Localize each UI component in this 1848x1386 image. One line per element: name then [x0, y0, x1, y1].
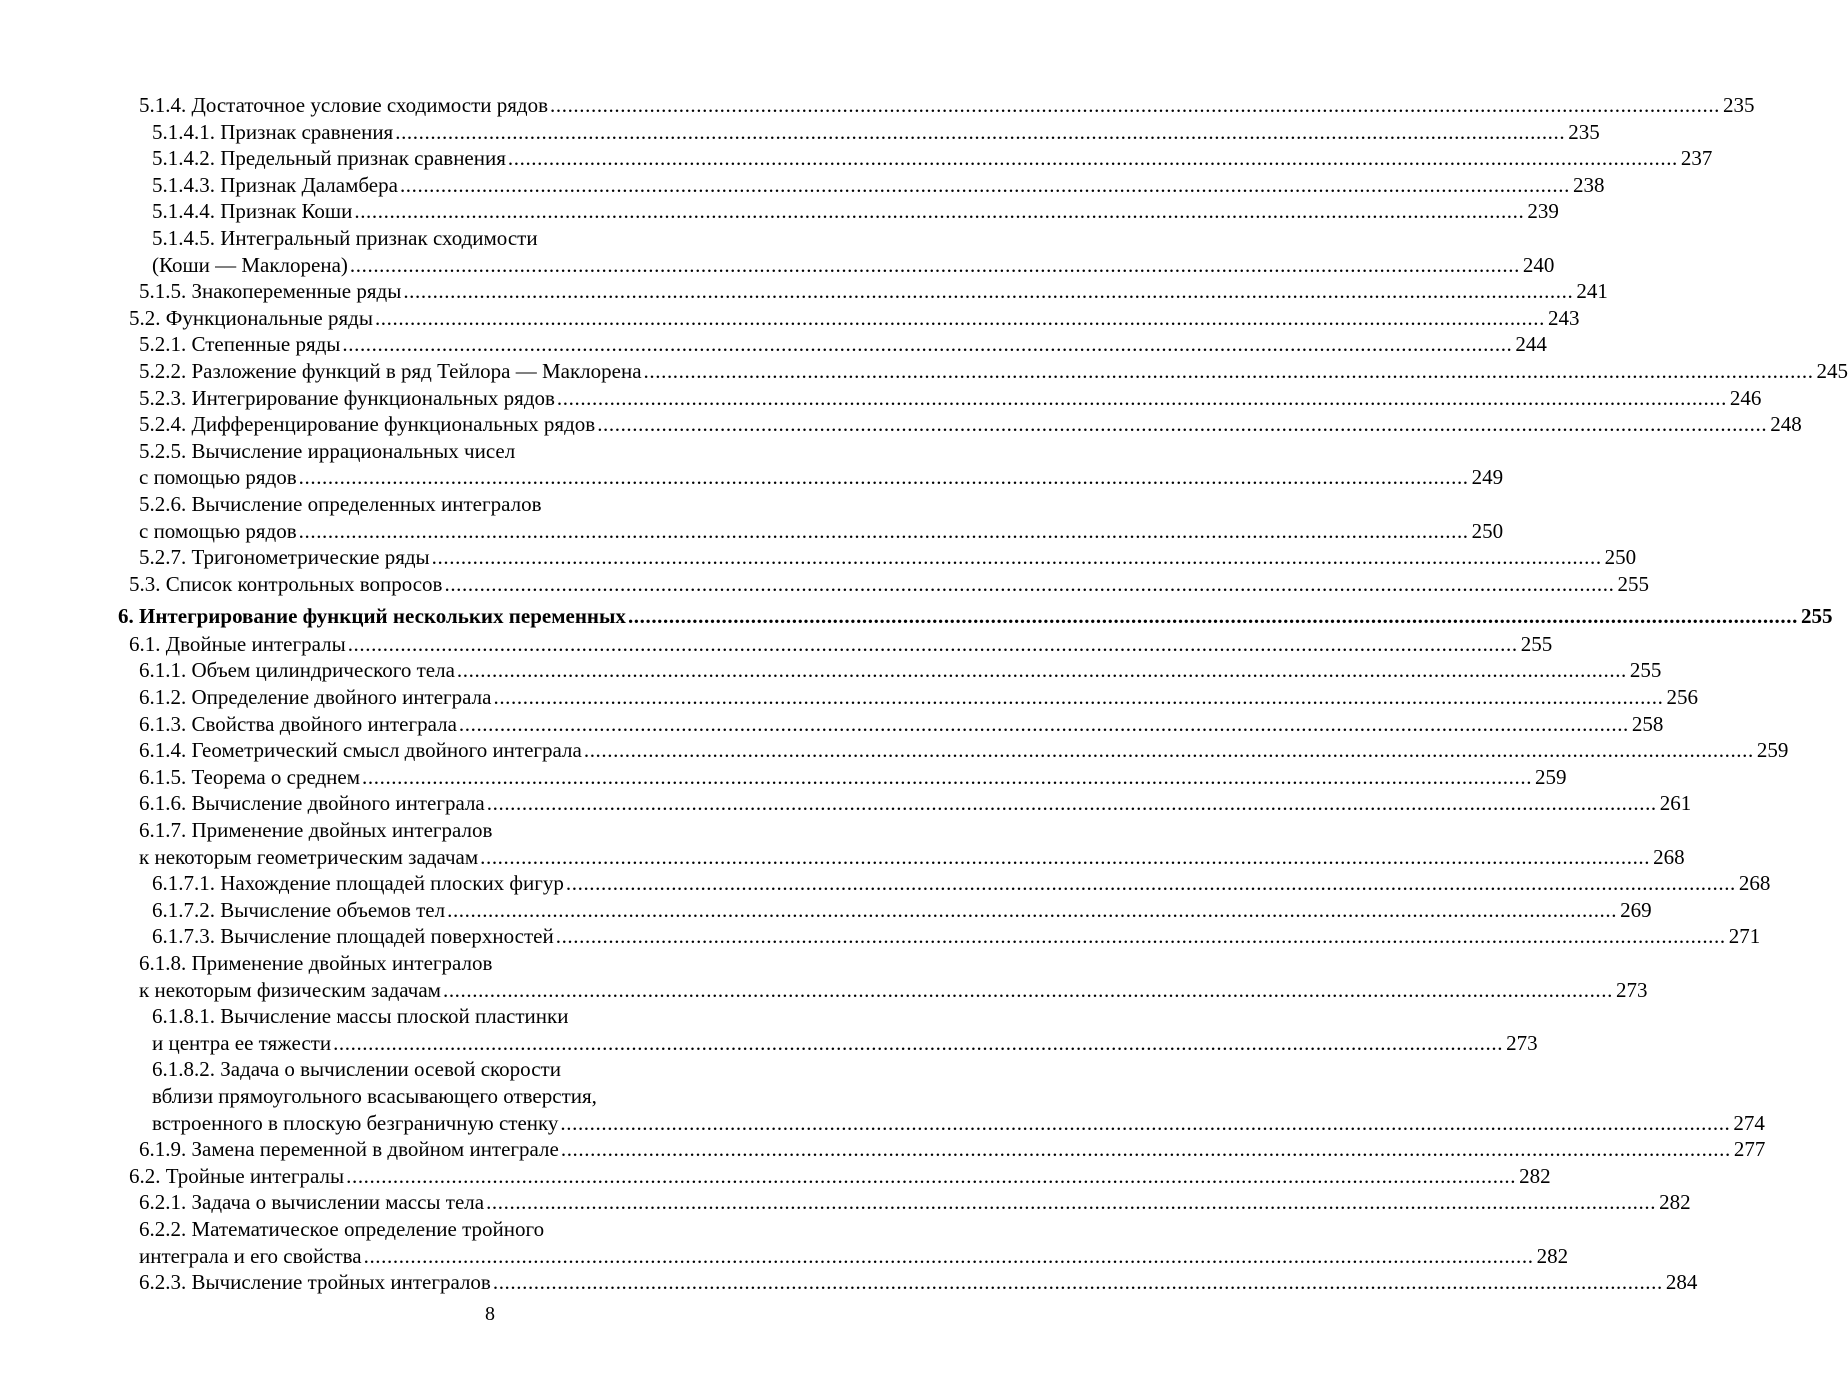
toc-entry[interactable]	[0, 491, 1504, 544]
dot-leader: ........................................................................................................................................................................................................	[346, 1163, 1517, 1188]
dot-leader: ........................................................................................................................................................................................................	[493, 685, 1664, 710]
toc-entry-title: 5.2.6. Вычисление определенных интегралов	[139, 491, 542, 516]
toc-page-number: 261	[1659, 791, 1692, 816]
dot-leader: ........................................................................................................................................................................................................	[560, 1110, 1731, 1135]
toc-entry[interactable]	[0, 1189, 1691, 1216]
dot-leader: ........................................................................................................................................................................................................	[395, 119, 1566, 144]
toc-entry-title: 6.1.4. Геометрический смысл двойного интеграла	[139, 738, 582, 763]
toc-entry[interactable]	[0, 631, 1553, 658]
toc-entry-title: 5.1.4.3. Признак Даламбера	[152, 172, 398, 197]
toc-page-number: 282	[1536, 1243, 1569, 1268]
toc-page-number: 250	[1604, 545, 1637, 570]
toc-entry-title: 6.1.7. Применение двойных интегралов	[139, 818, 493, 843]
toc-page-number: 273	[1506, 1030, 1538, 1055]
dot-leader: ........................................................................................................................................................................................................	[403, 279, 1574, 304]
toc-page-number: 241	[1576, 279, 1608, 304]
dot-leader: ........................................................................................................................................................................................................	[363, 1243, 1534, 1268]
toc-page-number: 255	[1629, 658, 1662, 683]
toc-entry-title: 6.1.7.3. Вычисление площадей поверхностей	[152, 924, 554, 949]
toc-entry[interactable]	[0, 923, 1761, 950]
toc-page-number: 259	[1535, 764, 1567, 789]
toc-entry[interactable]	[0, 1269, 1698, 1296]
dot-leader: ........................................................................................................................................................................................................	[399, 172, 1570, 197]
toc-entry-title: 5.1.4.1. Признак сравнения	[152, 119, 394, 144]
toc-entry-title: 6.1.1. Объем цилиндрического тела	[139, 658, 455, 683]
toc-entry-title: 5.1.4. Достаточное условие сходимости рядов	[139, 93, 549, 117]
dot-leader: ........................................................................................................................................................................................................	[565, 871, 1736, 896]
table-of-contents	[0, 92, 1848, 1296]
toc-page-number: 273	[1615, 977, 1648, 1002]
toc-page-number: 250	[1471, 518, 1504, 543]
toc-entry-title: 6.1.7.1. Нахождение площадей плоских фигур	[152, 871, 564, 896]
toc-entry[interactable]	[0, 92, 1755, 119]
toc-page-number: 243	[1547, 305, 1580, 330]
toc-entry[interactable]	[0, 385, 1762, 412]
toc-entry-title: 6.1.3. Свойства двойного интеграла	[139, 711, 457, 736]
toc-page-number: 284	[1665, 1270, 1698, 1295]
toc-page-number: 249	[1471, 465, 1504, 490]
toc-entry[interactable]	[0, 737, 1789, 764]
dot-leader: ........................................................................................................................................................................................................	[333, 1030, 1504, 1055]
toc-page-number: 258	[1631, 711, 1664, 736]
toc-page-number: 245	[1816, 358, 1848, 383]
dot-leader: ........................................................................................................................................................................................................	[442, 977, 1613, 1002]
toc-entry-title: с помощью рядов	[139, 518, 297, 543]
dot-leader: ........................................................................................................................................................................................................	[643, 358, 1814, 383]
toc-entry[interactable]	[0, 870, 1771, 897]
toc-entry[interactable]	[0, 544, 1637, 571]
toc-entry[interactable]	[0, 817, 1685, 870]
toc-page-number: 255	[1800, 604, 1833, 629]
dot-leader: ........................................................................................................................................................................................................	[486, 1190, 1657, 1215]
toc-entry[interactable]	[0, 790, 1692, 817]
toc-entry-title: 6.1.8. Применение двойных интегралов	[139, 951, 493, 975]
toc-entry[interactable]	[0, 1136, 1766, 1163]
toc-page-number: 244	[1515, 332, 1547, 357]
toc-entry-title: 5.2.7. Тригонометрические ряды	[139, 545, 430, 570]
dot-leader: ........................................................................................................................................................................................................	[486, 791, 1657, 816]
dot-leader: ........................................................................................................................................................................................................	[347, 631, 1518, 656]
toc-entry[interactable]	[0, 1216, 1569, 1269]
toc-entry-title: встроенного в плоскую безграничную стенку	[152, 1110, 559, 1135]
toc-entry-title: 5.2.5. Вычисление иррациональных чисел	[139, 438, 516, 463]
toc-page-number: 255	[1520, 631, 1553, 656]
dot-leader: ........................................................................................................................................................................................................	[447, 897, 1618, 922]
dot-leader: ........................................................................................................................................................................................................	[480, 844, 1651, 869]
toc-page-number: 274	[1733, 1110, 1765, 1135]
toc-page-number: 235	[1723, 93, 1755, 117]
toc-page-number: 268	[1653, 844, 1685, 869]
toc-entry[interactable]	[0, 278, 1608, 305]
dot-leader: ........................................................................................................................................................................................................	[556, 385, 1727, 410]
toc-entry[interactable]	[0, 950, 1648, 1003]
toc-page-number: 271	[1728, 924, 1761, 949]
toc-entry-title: 5.2.3. Интегрирование функциональных рядов	[139, 385, 555, 410]
toc-entry[interactable]	[0, 198, 1559, 225]
toc-entry[interactable]	[0, 657, 1662, 684]
toc-entry-title: 5.3. Список контрольных вопросов	[129, 571, 443, 596]
dot-leader: ........................................................................................................................................................................................................	[458, 711, 1629, 736]
toc-entry-title: 6.1.2. Определение двойного интеграла	[139, 685, 492, 710]
dot-leader: ........................................................................................................................................................................................................	[550, 93, 1721, 117]
toc-entry-title: (Коши — Маклорена)	[152, 252, 348, 277]
toc-entry-title: 6.1.8.2. Задача о вычислении осевой скорости	[152, 1057, 561, 1082]
toc-page-number: 246	[1729, 385, 1762, 410]
toc-entry-title: 5.2. Функциональные ряды	[129, 305, 373, 330]
dot-leader: ........................................................................................................................................................................................................	[597, 412, 1768, 437]
toc-entry-title: 6.2. Тройные интегралы	[129, 1163, 345, 1188]
toc-entry-title: 6.1.8.1. Вычисление массы плоской пластинки	[152, 1004, 569, 1029]
toc-entry-title: 5.1.4.4. Признак Коши	[152, 199, 353, 224]
toc-page-number: 238	[1572, 172, 1605, 197]
toc-entry[interactable]	[0, 897, 1652, 924]
toc-entry-title: 5.1.4.5. Интегральный признак сходимости	[152, 225, 538, 250]
toc-entry-title: 6.1.7.2. Вычисление объемов тел	[152, 897, 446, 922]
toc-entry[interactable]	[0, 711, 1664, 738]
toc-page-number: 268	[1738, 871, 1771, 896]
toc-entry[interactable]	[0, 358, 1848, 385]
toc-page-number: 282	[1659, 1190, 1691, 1215]
toc-entry[interactable]	[0, 411, 1802, 438]
toc-entry[interactable]	[0, 1003, 1538, 1056]
dot-leader: ........................................................................................................................................................................................................	[583, 738, 1754, 763]
toc-page-number: 277	[1733, 1137, 1766, 1162]
toc-entry[interactable]	[0, 684, 1698, 711]
toc-entry-title: 6.2.1. Задача о вычислении массы тела	[139, 1190, 485, 1215]
toc-entry[interactable]	[0, 305, 1580, 332]
toc-entry[interactable]	[0, 145, 1713, 172]
toc-entry-title: и центра ее тяжести	[152, 1030, 332, 1055]
dot-leader: ........................................................................................................................................................................................................	[456, 658, 1627, 683]
toc-entry-title: к некоторым физическим задачам	[139, 977, 441, 1002]
toc-entry-title: 6.2.3. Вычисление тройных интегралов	[139, 1270, 491, 1295]
toc-entry[interactable]	[0, 764, 1567, 791]
toc-entry[interactable]	[0, 172, 1605, 199]
toc-page-number: 248	[1770, 412, 1802, 437]
toc-entry[interactable]	[0, 331, 1547, 358]
toc-entry-title: к некоторым геометрическим задачам	[139, 844, 479, 869]
toc-entry-title: 6.1.5. Теорема о среднем	[139, 764, 361, 789]
toc-page-number: 259	[1756, 738, 1789, 763]
dot-leader: ........................................................................................................................................................................................................	[362, 764, 1533, 789]
toc-entry-title: 6.1.6. Вычисление двойного интеграла	[139, 791, 485, 816]
dot-leader: ........................................................................................................................................................................................................	[431, 545, 1602, 570]
dot-leader: ........................................................................................................................................................................................................	[492, 1270, 1663, 1295]
toc-entry[interactable]	[0, 225, 1555, 278]
page-number: 8	[485, 1303, 495, 1325]
toc-entry[interactable]	[0, 603, 1833, 630]
toc-entry[interactable]	[0, 438, 1504, 491]
toc-page-number: 255	[1617, 571, 1649, 596]
toc-entry-title: 6.1. Двойные интегралы	[129, 631, 346, 656]
toc-page-number: 240	[1522, 252, 1555, 277]
toc-entry-title: интеграла и его свойства	[139, 1243, 362, 1268]
dot-leader: ........................................................................................................................................................................................................	[507, 146, 1678, 171]
toc-entry-title: 5.2.2. Разложение функций в ряд Тейлора — Маклорена	[139, 358, 642, 383]
toc-entry-title: 6.2.2. Математическое определение тройного	[139, 1216, 545, 1241]
toc-page-number: 235	[1568, 119, 1600, 144]
toc-page-number: 282	[1519, 1163, 1551, 1188]
dot-leader: ........................................................................................................................................................................................................	[374, 305, 1545, 330]
toc-entry-title: с помощью рядов	[139, 465, 297, 490]
toc-entry[interactable]	[0, 571, 1649, 598]
toc-entry-title: 5.1.5. Знакопеременные ряды	[139, 279, 402, 304]
toc-entry-title: 5.2.1. Степенные ряды	[139, 332, 341, 357]
dot-leader: ........................................................................................................................................................................................................	[349, 252, 1520, 277]
toc-page-number: 237	[1680, 146, 1713, 171]
dot-leader: ........................................................................................................................................................................................................	[298, 465, 1469, 490]
dot-leader: ........................................................................................................................................................................................................	[342, 332, 1513, 357]
dot-leader: ........................................................................................................................................................................................................	[444, 571, 1615, 596]
toc-entry-title: вблизи прямоугольного всасывающего отверстия,	[152, 1083, 597, 1108]
toc-entry-title: 5.1.4.2. Предельный признак сравнения	[152, 146, 506, 171]
toc-entry[interactable]	[0, 119, 1600, 146]
dot-leader: ........................................................................................................................................................................................................	[627, 604, 1798, 629]
toc-page-number: 256	[1666, 685, 1698, 710]
dot-leader: ........................................................................................................................................................................................................	[560, 1137, 1731, 1162]
toc-entry-title: 6. Интегрирование функций нескольких переменных	[118, 604, 626, 629]
toc-page-number: 239	[1527, 199, 1559, 224]
toc-page-number: 269	[1620, 897, 1652, 922]
toc-entry[interactable]	[0, 1163, 1551, 1190]
dot-leader: ........................................................................................................................................................................................................	[555, 924, 1726, 949]
toc-entry-title: 6.1.9. Замена переменной в двойном интеграле	[139, 1137, 559, 1162]
toc-entry-title: 5.2.4. Дифференцирование функциональных рядов	[139, 412, 596, 437]
toc-entry[interactable]	[0, 1056, 1765, 1136]
dot-leader: ........................................................................................................................................................................................................	[298, 518, 1469, 543]
dot-leader: ........................................................................................................................................................................................................	[354, 199, 1525, 224]
